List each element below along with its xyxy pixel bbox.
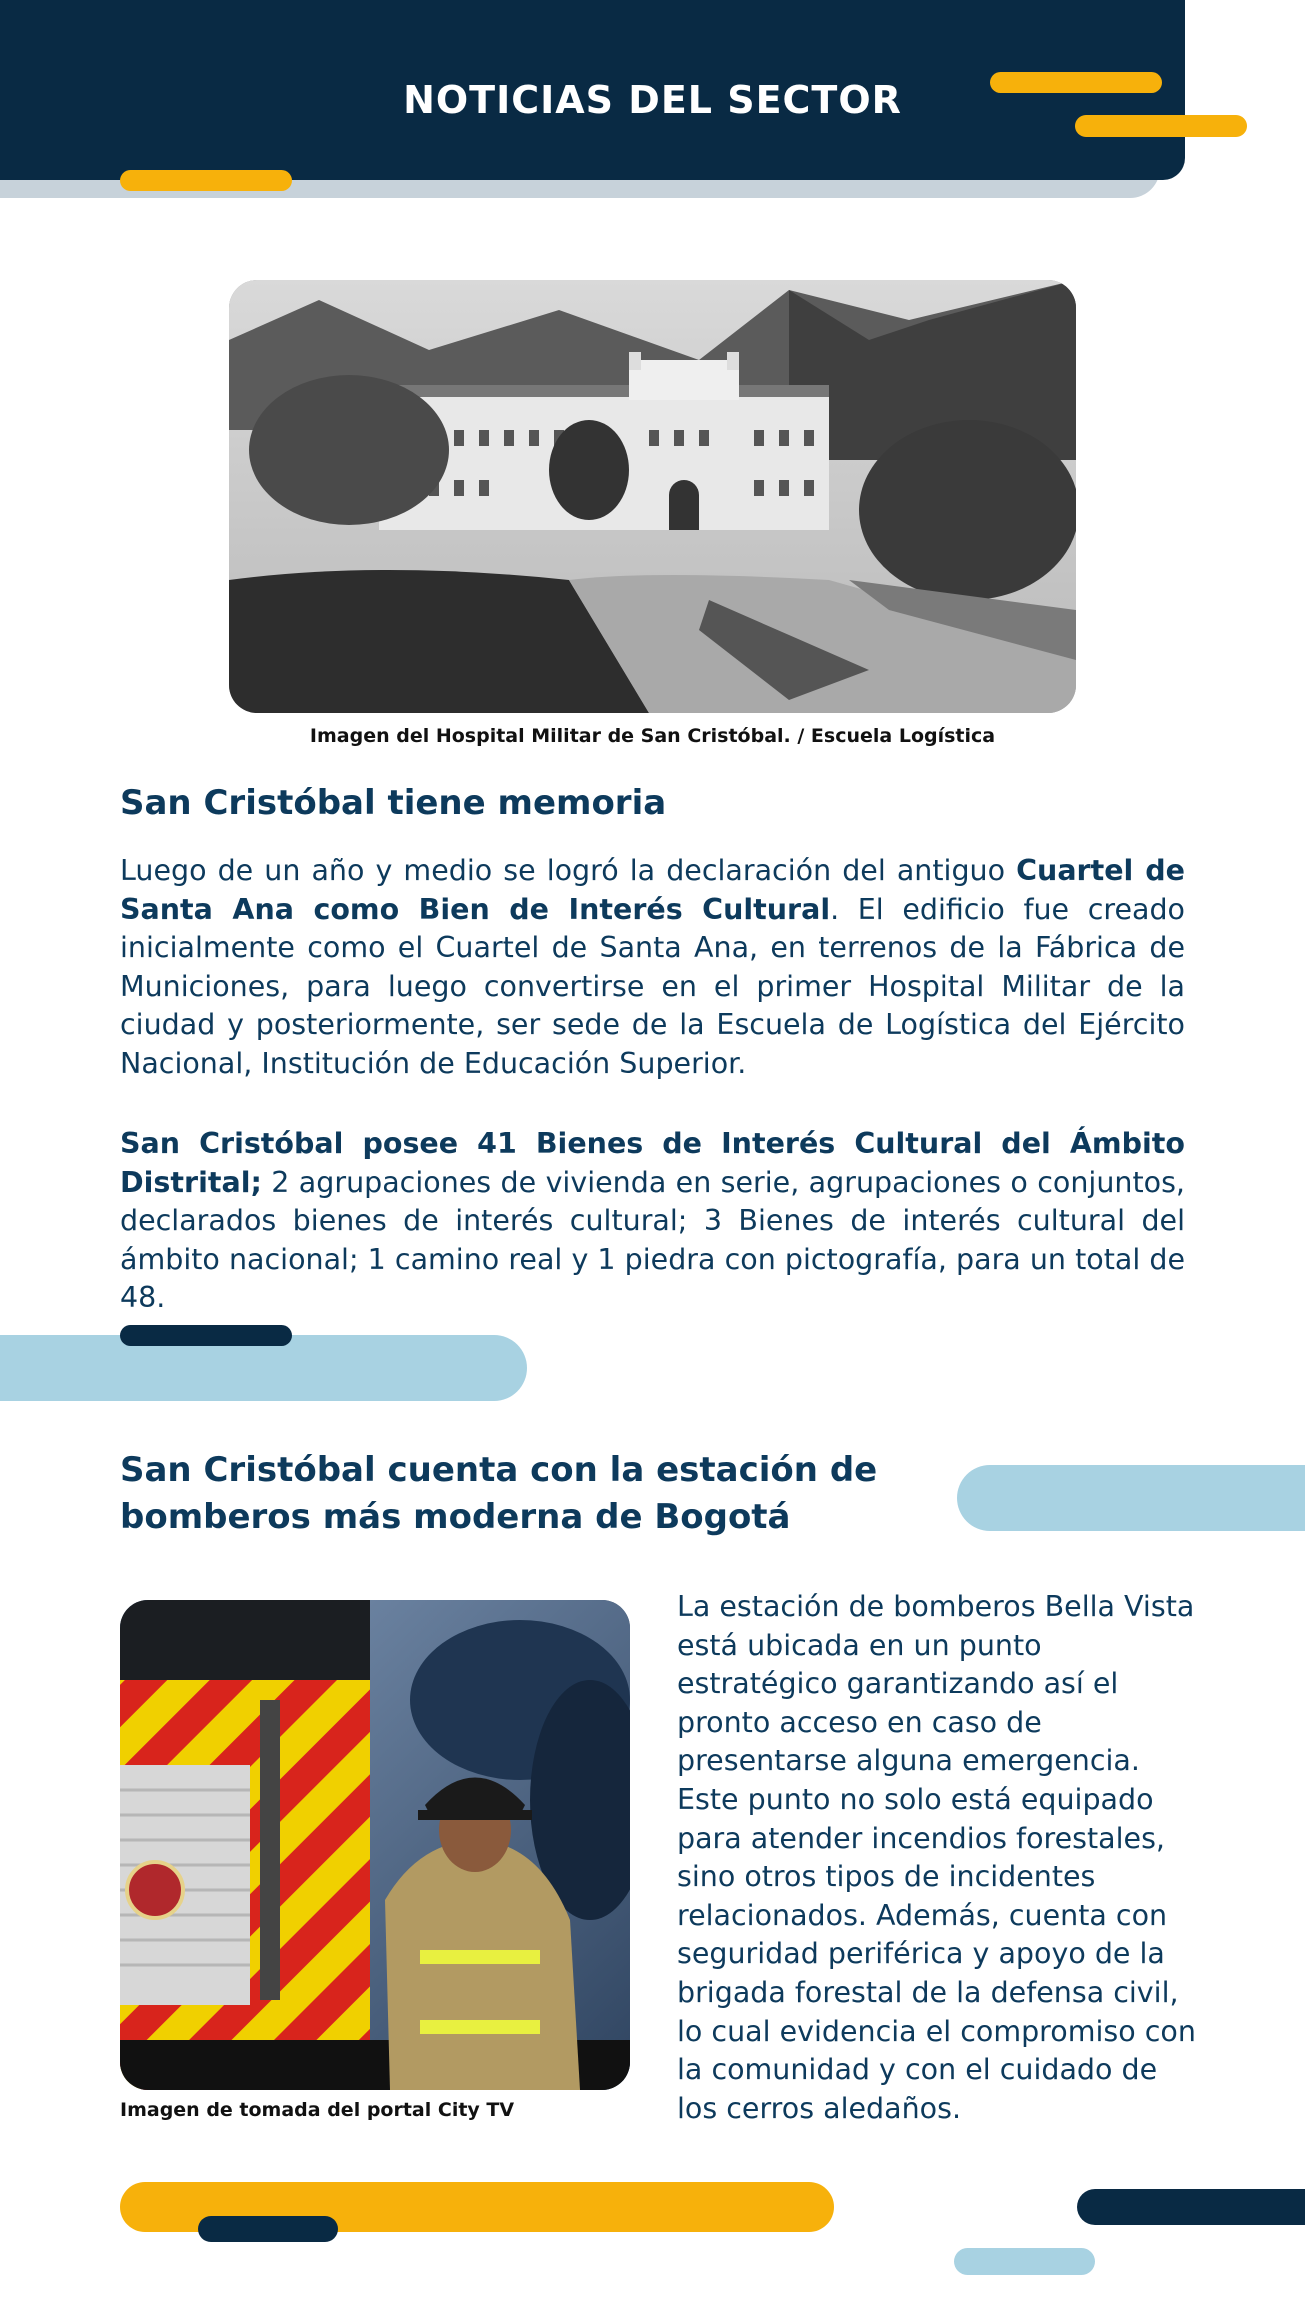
paragraph-bold-text: Cuartel de Santa Ana como Bien de Interés Cultural [120,854,1185,926]
decor-bar-yellow [1075,115,1247,137]
paragraph-text: 2 agrupaciones de vivienda en serie, agrupaciones o conjuntos, declarados bienes de interés cultural; 3 Bienes de interés cultural del ámbito nacional; 1 camino real y 1 piedra con pictografía, para un total de 48. [120,1165,1185,1314]
paragraph-text: . El edificio fue creado inicialmente como el Cuartel de Santa Ana, en terrenos de la Fábrica de Municiones, para luego convertirse en el primer Hospital Militar de la ciudad y posteriormente, ser sede de la Escuela de Logística del Ejército Nacional, Institución de Educación Superior. [120,892,1185,1080]
article-title: San Cristóbal cuenta con la estación de bomberos más moderna de Bogotá [120,1450,878,1537]
hospital-photo [229,280,1076,713]
decor-bar-navy [198,2216,338,2242]
paragraph-text: Luego de un año y medio se logró la declaración del antiguo [120,854,1017,887]
decor-bar-navy [1077,2189,1305,2225]
image-caption: Imagen de tomada del portal City TV [120,2099,515,2121]
article-paragraph: La estación de bomberos Bella Vista está ubicada en un punto estratégico garantizando así el pronto acceso en caso de presentarse alguna emergencia. Este punto no solo está equipado para atender incendios forestales, sino otros tipos de incidentes relacionados. Además, cuenta con seguridad periférica y apoyo de la brigada forestal de la defensa civil, lo cual evidencia el compromiso con la comunidad y con el cuidado de los cerros aledaños. [677,1590,1196,2125]
decor-bar-navy [120,1325,292,1346]
firefighter-photo [120,1600,630,2090]
decor-bar-light [957,1465,1305,1531]
page-title: NOTICIAS DEL SECTOR [403,78,902,122]
paragraph-bold-text: San Cristóbal posee 41 Bienes de Interés Cultural del Ámbito Distrital; [120,1127,1185,1199]
decor-bar-light [954,2248,1095,2275]
decor-bar-yellow [120,170,292,191]
article-paragraph [120,1125,1185,1318]
article-paragraph [120,852,1185,1083]
image-caption: Imagen del Hospital Militar de San Cristóbal. / Escuela Logística [309,725,996,747]
article-title: San Cristóbal tiene memoria [120,783,667,823]
decor-bar-yellow [990,72,1162,93]
